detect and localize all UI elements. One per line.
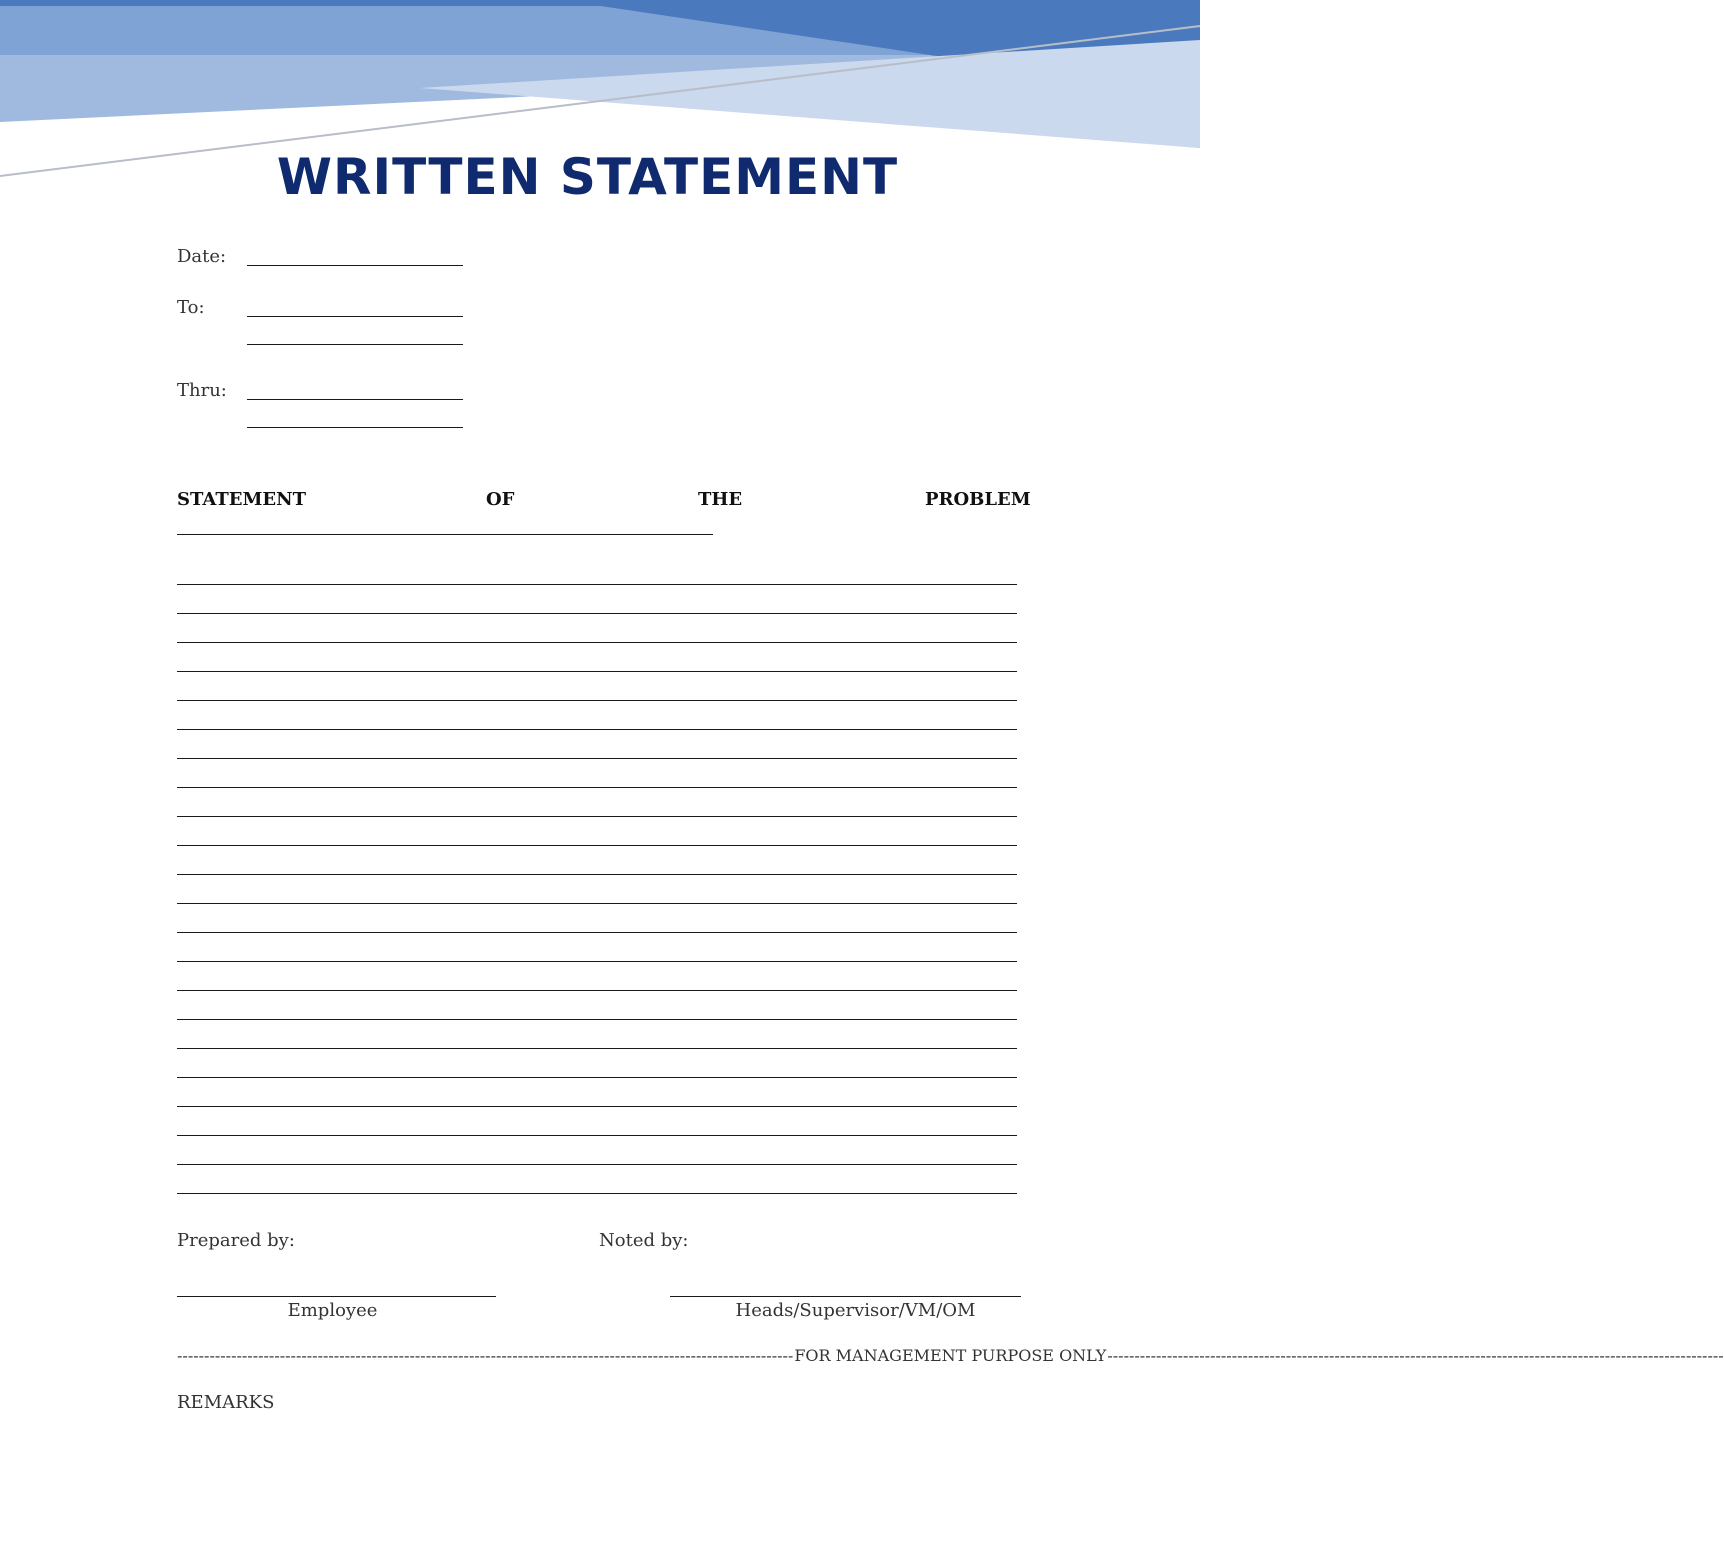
writing-line[interactable] [177, 990, 1017, 991]
writing-line[interactable] [177, 613, 1017, 614]
date-label: Date: [177, 246, 227, 267]
writing-line[interactable] [177, 845, 1017, 846]
writing-line[interactable] [177, 1164, 1017, 1165]
writing-line[interactable] [177, 961, 1017, 962]
writing-line[interactable] [177, 729, 1017, 730]
thru-label: Thru: [177, 380, 227, 401]
writing-line[interactable] [177, 1135, 1017, 1136]
writing-line[interactable] [177, 1106, 1017, 1107]
document-title: WRITTEN STATEMENT [276, 148, 899, 206]
writing-line[interactable] [177, 1019, 1017, 1020]
writing-line[interactable] [177, 874, 1017, 875]
heading-word-problem: PROBLEM [925, 489, 1031, 510]
supervisor-caption: Heads/Supervisor/VM/OM [735, 1300, 976, 1321]
employee-caption: Employee [287, 1300, 378, 1321]
supervisor-signature-line[interactable] [670, 1296, 1021, 1297]
management-purpose-label: FOR MANAGEMENT PURPOSE ONLY [794, 1346, 1107, 1365]
writing-line[interactable] [177, 1193, 1017, 1194]
writing-line[interactable] [177, 903, 1017, 904]
writing-line[interactable] [177, 584, 1017, 585]
heading-word-the: THE [698, 489, 743, 510]
heading-underline[interactable] [177, 534, 713, 535]
thru-field-line-1[interactable] [247, 399, 463, 400]
divider-dashes-right: ------------------------------------------------------------------------------------------------------------------ [1107, 1346, 1724, 1365]
remarks-label: REMARKS [177, 1392, 275, 1413]
writing-line[interactable] [177, 642, 1017, 643]
noted-by-label: Noted by: [599, 1230, 689, 1251]
writing-line[interactable] [177, 758, 1017, 759]
banner-top-strip [0, 0, 1200, 6]
divider-dashes-left: ------------------------------------------------------------------------------------------------------------------ [177, 1346, 794, 1365]
to-field-line-1[interactable] [247, 316, 463, 317]
heading-word-of: OF [486, 489, 515, 510]
writing-line[interactable] [177, 671, 1017, 672]
employee-signature-line[interactable] [177, 1296, 496, 1297]
writing-line[interactable] [177, 700, 1017, 701]
prepared-by-label: Prepared by: [177, 1230, 295, 1251]
date-field-line[interactable] [247, 265, 463, 266]
writing-line[interactable] [177, 816, 1017, 817]
writing-line[interactable] [177, 1048, 1017, 1049]
heading-word-statement: STATEMENT [177, 489, 306, 510]
management-divider [177, 1346, 1724, 1365]
to-label: To: [177, 297, 205, 318]
writing-line[interactable] [177, 932, 1017, 933]
thru-field-line-2[interactable] [247, 427, 463, 428]
to-field-line-2[interactable] [247, 344, 463, 345]
writing-line[interactable] [177, 1077, 1017, 1078]
writing-line[interactable] [177, 787, 1017, 788]
